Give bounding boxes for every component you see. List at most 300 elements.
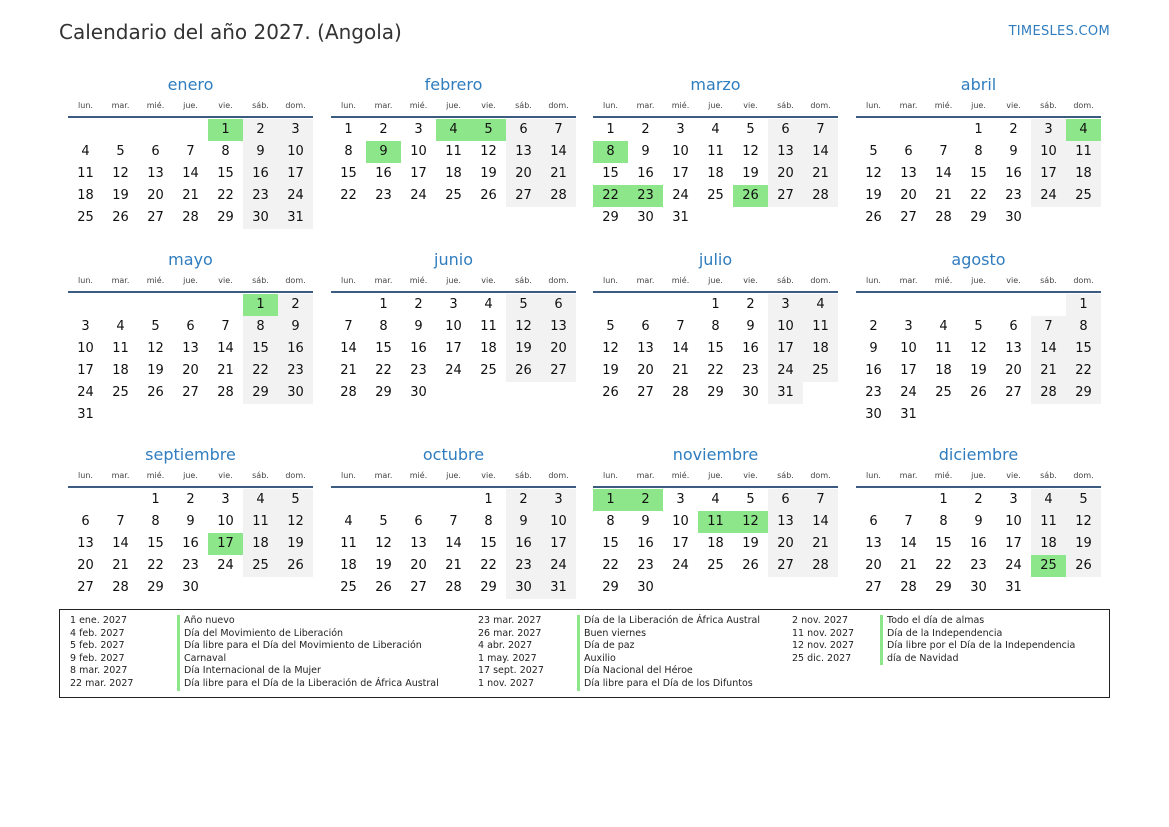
day-cell[interactable]: 21 <box>340 363 357 378</box>
day-cell[interactable]: 8 <box>221 144 230 159</box>
day-cell[interactable]: 5 <box>606 319 615 334</box>
day-cell[interactable]: 28 <box>340 385 357 400</box>
day-cell[interactable]: 22 <box>1066 360 1101 382</box>
day-cell[interactable]: 4 <box>484 297 493 312</box>
day-cell[interactable]: 8 <box>974 144 983 159</box>
day-cell[interactable]: 31 <box>278 207 313 229</box>
day-cell[interactable]: 15 <box>480 536 497 551</box>
day-cell[interactable]: 26 <box>602 385 619 400</box>
day-cell[interactable]: 5 <box>116 144 125 159</box>
day-cell[interactable]: 15 <box>1066 338 1101 360</box>
day-cell[interactable]: 22 <box>602 558 619 573</box>
day-cell[interactable]: 17 <box>77 363 94 378</box>
day-cell[interactable]: 14 <box>1031 338 1066 360</box>
day-cell[interactable]: 12 <box>970 341 987 356</box>
day-cell[interactable]: 28 <box>803 185 838 207</box>
day-cell[interactable]: 24 <box>900 385 917 400</box>
day-cell[interactable]: 6 <box>869 514 878 529</box>
day-cell[interactable]: 16 <box>637 536 654 551</box>
day-cell[interactable]: 3 <box>541 489 576 511</box>
day-cell[interactable]: 5 <box>151 319 160 334</box>
day-cell[interactable]: 21 <box>935 188 952 203</box>
day-cell[interactable]: 27 <box>865 580 882 595</box>
day-cell[interactable]: 26 <box>1066 555 1101 577</box>
day-cell[interactable]: 27 <box>768 555 803 577</box>
day-cell[interactable]: 20 <box>182 363 199 378</box>
day-cell[interactable]: 24 <box>278 185 313 207</box>
day-cell[interactable]: 16 <box>506 533 541 555</box>
day-cell[interactable]: 21 <box>217 363 234 378</box>
day-cell[interactable]: 10 <box>768 316 803 338</box>
day-cell[interactable]: 25 <box>707 188 724 203</box>
site-brand-link[interactable]: TIMESLES.COM <box>1008 24 1110 39</box>
day-cell[interactable]: 4 <box>344 514 353 529</box>
day-cell[interactable]: 22 <box>375 363 392 378</box>
day-cell[interactable]: 6 <box>904 144 913 159</box>
day-cell[interactable]: 2 <box>746 297 755 312</box>
day-cell[interactable]: 9 <box>641 514 650 529</box>
day-cell[interactable]: 15 <box>970 166 987 181</box>
day-cell[interactable]: 8 <box>606 514 615 529</box>
day-cell[interactable]: 31 <box>77 407 94 422</box>
day-cell[interactable]: 2 <box>243 119 278 141</box>
day-cell[interactable]: 28 <box>900 580 917 595</box>
holiday-day-cell[interactable]: 4 <box>436 119 471 141</box>
holiday-day-cell[interactable]: 4 <box>1066 119 1101 141</box>
day-cell[interactable]: 6 <box>541 294 576 316</box>
day-cell[interactable]: 13 <box>768 511 803 533</box>
day-cell[interactable]: 2 <box>869 319 878 334</box>
day-cell[interactable]: 5 <box>746 122 755 137</box>
day-cell[interactable]: 16 <box>637 166 654 181</box>
day-cell[interactable]: 16 <box>1005 166 1022 181</box>
day-cell[interactable]: 27 <box>410 580 427 595</box>
day-cell[interactable]: 28 <box>445 580 462 595</box>
day-cell[interactable]: 18 <box>803 338 838 360</box>
day-cell[interactable]: 5 <box>278 489 313 511</box>
day-cell[interactable]: 13 <box>541 316 576 338</box>
day-cell[interactable]: 16 <box>375 166 392 181</box>
day-cell[interactable]: 18 <box>707 166 724 181</box>
day-cell[interactable]: 7 <box>803 119 838 141</box>
day-cell[interactable]: 15 <box>243 338 278 360</box>
day-cell[interactable]: 6 <box>414 514 423 529</box>
day-cell[interactable]: 30 <box>637 210 654 225</box>
day-cell[interactable]: 13 <box>865 536 882 551</box>
day-cell[interactable]: 20 <box>865 558 882 573</box>
day-cell[interactable]: 15 <box>602 536 619 551</box>
day-cell[interactable]: 21 <box>541 163 576 185</box>
day-cell[interactable]: 4 <box>711 492 720 507</box>
day-cell[interactable]: 10 <box>1031 141 1066 163</box>
day-cell[interactable]: 12 <box>278 511 313 533</box>
day-cell[interactable]: 17 <box>900 363 917 378</box>
day-cell[interactable]: 2 <box>506 489 541 511</box>
day-cell[interactable]: 26 <box>147 385 164 400</box>
day-cell[interactable]: 2 <box>414 297 423 312</box>
day-cell[interactable]: 11 <box>480 319 497 334</box>
day-cell[interactable]: 31 <box>1005 580 1022 595</box>
day-cell[interactable]: 1 <box>974 122 983 137</box>
day-cell[interactable]: 20 <box>147 188 164 203</box>
day-cell[interactable]: 23 <box>278 360 313 382</box>
day-cell[interactable]: 30 <box>506 577 541 599</box>
day-cell[interactable]: 17 <box>410 166 427 181</box>
day-cell[interactable]: 2 <box>1009 122 1018 137</box>
day-cell[interactable]: 9 <box>243 141 278 163</box>
day-cell[interactable]: 27 <box>506 185 541 207</box>
day-cell[interactable]: 17 <box>672 536 689 551</box>
day-cell[interactable]: 11 <box>1031 511 1066 533</box>
day-cell[interactable]: 16 <box>243 163 278 185</box>
day-cell[interactable]: 30 <box>742 385 759 400</box>
day-cell[interactable]: 30 <box>410 385 427 400</box>
day-cell[interactable]: 3 <box>1031 119 1066 141</box>
day-cell[interactable]: 17 <box>672 166 689 181</box>
day-cell[interactable]: 6 <box>768 119 803 141</box>
day-cell[interactable]: 5 <box>869 144 878 159</box>
day-cell[interactable]: 16 <box>410 341 427 356</box>
day-cell[interactable]: 8 <box>151 514 160 529</box>
day-cell[interactable]: 7 <box>1031 316 1066 338</box>
day-cell[interactable]: 15 <box>340 166 357 181</box>
day-cell[interactable]: 5 <box>974 319 983 334</box>
holiday-day-cell[interactable]: 17 <box>208 533 243 555</box>
day-cell[interactable]: 24 <box>768 360 803 382</box>
day-cell[interactable]: 3 <box>81 319 90 334</box>
day-cell[interactable]: 30 <box>278 382 313 404</box>
day-cell[interactable]: 15 <box>935 536 952 551</box>
day-cell[interactable]: 18 <box>1031 533 1066 555</box>
day-cell[interactable]: 11 <box>445 144 462 159</box>
day-cell[interactable]: 19 <box>278 533 313 555</box>
day-cell[interactable]: 23 <box>375 188 392 203</box>
day-cell[interactable]: 6 <box>151 144 160 159</box>
day-cell[interactable]: 25 <box>112 385 129 400</box>
day-cell[interactable]: 5 <box>746 492 755 507</box>
day-cell[interactable]: 11 <box>1066 141 1101 163</box>
day-cell[interactable]: 22 <box>707 363 724 378</box>
holiday-day-cell[interactable]: 1 <box>208 119 243 141</box>
day-cell[interactable]: 30 <box>243 207 278 229</box>
day-cell[interactable]: 7 <box>221 319 230 334</box>
day-cell[interactable]: 22 <box>243 360 278 382</box>
day-cell[interactable]: 12 <box>1066 511 1101 533</box>
day-cell[interactable]: 31 <box>672 210 689 225</box>
day-cell[interactable]: 7 <box>803 489 838 511</box>
day-cell[interactable]: 14 <box>217 341 234 356</box>
day-cell[interactable]: 26 <box>480 188 497 203</box>
day-cell[interactable]: 8 <box>1066 316 1101 338</box>
day-cell[interactable]: 24 <box>672 558 689 573</box>
day-cell[interactable]: 27 <box>900 210 917 225</box>
day-cell[interactable]: 8 <box>484 514 493 529</box>
day-cell[interactable]: 13 <box>410 536 427 551</box>
day-cell[interactable]: 22 <box>147 558 164 573</box>
day-cell[interactable]: 29 <box>970 210 987 225</box>
day-cell[interactable]: 11 <box>77 166 94 181</box>
day-cell[interactable]: 28 <box>182 210 199 225</box>
day-cell[interactable]: 25 <box>707 558 724 573</box>
day-cell[interactable]: 19 <box>970 363 987 378</box>
day-cell[interactable]: 29 <box>217 210 234 225</box>
day-cell[interactable]: 17 <box>768 338 803 360</box>
day-cell[interactable]: 4 <box>81 144 90 159</box>
day-cell[interactable]: 24 <box>445 363 462 378</box>
day-cell[interactable]: 19 <box>112 188 129 203</box>
day-cell[interactable]: 18 <box>77 188 94 203</box>
day-cell[interactable]: 19 <box>147 363 164 378</box>
day-cell[interactable]: 4 <box>939 319 948 334</box>
day-cell[interactable]: 28 <box>217 385 234 400</box>
day-cell[interactable]: 24 <box>1005 558 1022 573</box>
day-cell[interactable]: 20 <box>637 363 654 378</box>
day-cell[interactable]: 29 <box>935 580 952 595</box>
day-cell[interactable]: 23 <box>1005 188 1022 203</box>
day-cell[interactable]: 9 <box>506 511 541 533</box>
day-cell[interactable]: 12 <box>742 144 759 159</box>
day-cell[interactable]: 18 <box>1066 163 1101 185</box>
day-cell[interactable]: 16 <box>970 536 987 551</box>
day-cell[interactable]: 14 <box>445 536 462 551</box>
day-cell[interactable]: 27 <box>637 385 654 400</box>
day-cell[interactable]: 7 <box>904 514 913 529</box>
day-cell[interactable]: 25 <box>340 580 357 595</box>
day-cell[interactable]: 21 <box>1031 360 1066 382</box>
day-cell[interactable]: 14 <box>935 166 952 181</box>
day-cell[interactable]: 12 <box>506 316 541 338</box>
holiday-day-cell[interactable]: 1 <box>243 294 278 316</box>
day-cell[interactable]: 14 <box>340 341 357 356</box>
day-cell[interactable]: 18 <box>112 363 129 378</box>
day-cell[interactable]: 15 <box>602 166 619 181</box>
day-cell[interactable]: 16 <box>865 363 882 378</box>
day-cell[interactable]: 20 <box>410 558 427 573</box>
day-cell[interactable]: 21 <box>112 558 129 573</box>
day-cell[interactable]: 18 <box>707 536 724 551</box>
day-cell[interactable]: 13 <box>768 141 803 163</box>
day-cell[interactable]: 10 <box>217 514 234 529</box>
day-cell[interactable]: 10 <box>278 141 313 163</box>
day-cell[interactable]: 12 <box>602 341 619 356</box>
day-cell[interactable]: 26 <box>742 558 759 573</box>
day-cell[interactable]: 5 <box>1066 489 1101 511</box>
day-cell[interactable]: 13 <box>637 341 654 356</box>
day-cell[interactable]: 1 <box>379 297 388 312</box>
day-cell[interactable]: 4 <box>803 294 838 316</box>
day-cell[interactable]: 19 <box>742 536 759 551</box>
day-cell[interactable]: 12 <box>865 166 882 181</box>
day-cell[interactable]: 9 <box>278 316 313 338</box>
day-cell[interactable]: 22 <box>935 558 952 573</box>
day-cell[interactable]: 1 <box>711 297 720 312</box>
day-cell[interactable]: 3 <box>1009 492 1018 507</box>
day-cell[interactable]: 10 <box>672 144 689 159</box>
day-cell[interactable]: 13 <box>77 536 94 551</box>
day-cell[interactable]: 20 <box>900 188 917 203</box>
day-cell[interactable]: 2 <box>641 122 650 137</box>
day-cell[interactable]: 26 <box>506 360 541 382</box>
day-cell[interactable]: 14 <box>803 511 838 533</box>
holiday-day-cell[interactable]: 9 <box>366 141 401 163</box>
day-cell[interactable]: 24 <box>217 558 234 573</box>
day-cell[interactable]: 28 <box>672 385 689 400</box>
day-cell[interactable]: 23 <box>637 558 654 573</box>
day-cell[interactable]: 17 <box>1031 163 1066 185</box>
holiday-day-cell[interactable]: 1 <box>593 489 628 511</box>
day-cell[interactable]: 29 <box>147 580 164 595</box>
day-cell[interactable]: 3 <box>904 319 913 334</box>
holiday-day-cell[interactable]: 12 <box>733 511 768 533</box>
day-cell[interactable]: 6 <box>1009 319 1018 334</box>
day-cell[interactable]: 22 <box>340 188 357 203</box>
day-cell[interactable]: 9 <box>186 514 195 529</box>
day-cell[interactable]: 3 <box>676 122 685 137</box>
day-cell[interactable]: 27 <box>147 210 164 225</box>
day-cell[interactable]: 6 <box>506 119 541 141</box>
day-cell[interactable]: 23 <box>243 185 278 207</box>
day-cell[interactable]: 26 <box>865 210 882 225</box>
day-cell[interactable]: 22 <box>480 558 497 573</box>
day-cell[interactable]: 15 <box>217 166 234 181</box>
day-cell[interactable]: 22 <box>217 188 234 203</box>
day-cell[interactable]: 16 <box>182 536 199 551</box>
day-cell[interactable]: 7 <box>186 144 195 159</box>
day-cell[interactable]: 9 <box>1009 144 1018 159</box>
day-cell[interactable]: 12 <box>480 144 497 159</box>
day-cell[interactable]: 10 <box>410 144 427 159</box>
day-cell[interactable]: 13 <box>182 341 199 356</box>
day-cell[interactable]: 3 <box>278 119 313 141</box>
day-cell[interactable]: 14 <box>112 536 129 551</box>
day-cell[interactable]: 27 <box>1005 385 1022 400</box>
day-cell[interactable]: 19 <box>506 338 541 360</box>
day-cell[interactable]: 23 <box>742 363 759 378</box>
day-cell[interactable]: 6 <box>186 319 195 334</box>
day-cell[interactable]: 11 <box>340 536 357 551</box>
day-cell[interactable]: 7 <box>676 319 685 334</box>
day-cell[interactable]: 20 <box>768 533 803 555</box>
day-cell[interactable]: 27 <box>768 185 803 207</box>
day-cell[interactable]: 11 <box>935 341 952 356</box>
day-cell[interactable]: 26 <box>375 580 392 595</box>
day-cell[interactable]: 21 <box>445 558 462 573</box>
day-cell[interactable]: 30 <box>637 580 654 595</box>
day-cell[interactable]: 19 <box>1066 533 1101 555</box>
day-cell[interactable]: 23 <box>410 363 427 378</box>
day-cell[interactable]: 17 <box>278 163 313 185</box>
day-cell[interactable]: 13 <box>1005 341 1022 356</box>
day-cell[interactable]: 3 <box>449 297 458 312</box>
day-cell[interactable]: 16 <box>278 338 313 360</box>
day-cell[interactable]: 1 <box>606 122 615 137</box>
day-cell[interactable]: 3 <box>676 492 685 507</box>
day-cell[interactable]: 14 <box>672 341 689 356</box>
day-cell[interactable]: 8 <box>939 514 948 529</box>
day-cell[interactable]: 20 <box>77 558 94 573</box>
day-cell[interactable]: 8 <box>243 316 278 338</box>
day-cell[interactable]: 24 <box>410 188 427 203</box>
day-cell[interactable]: 6 <box>768 489 803 511</box>
day-cell[interactable]: 7 <box>541 119 576 141</box>
day-cell[interactable]: 22 <box>970 188 987 203</box>
day-cell[interactable]: 25 <box>445 188 462 203</box>
day-cell[interactable]: 29 <box>602 210 619 225</box>
day-cell[interactable]: 15 <box>375 341 392 356</box>
day-cell[interactable]: 14 <box>182 166 199 181</box>
day-cell[interactable]: 25 <box>1066 185 1101 207</box>
day-cell[interactable]: 18 <box>243 533 278 555</box>
day-cell[interactable]: 20 <box>1005 363 1022 378</box>
day-cell[interactable]: 13 <box>147 166 164 181</box>
day-cell[interactable]: 30 <box>970 580 987 595</box>
day-cell[interactable]: 30 <box>182 580 199 595</box>
day-cell[interactable]: 4 <box>711 122 720 137</box>
day-cell[interactable]: 18 <box>935 363 952 378</box>
day-cell[interactable]: 15 <box>147 536 164 551</box>
day-cell[interactable]: 1 <box>939 492 948 507</box>
day-cell[interactable]: 21 <box>182 188 199 203</box>
day-cell[interactable]: 24 <box>672 188 689 203</box>
day-cell[interactable]: 10 <box>672 514 689 529</box>
day-cell[interactable]: 30 <box>1005 210 1022 225</box>
day-cell[interactable]: 28 <box>935 210 952 225</box>
day-cell[interactable]: 24 <box>541 555 576 577</box>
holiday-day-cell[interactable]: 8 <box>593 141 628 163</box>
day-cell[interactable]: 1 <box>344 122 353 137</box>
holiday-day-cell[interactable]: 23 <box>628 185 663 207</box>
day-cell[interactable]: 10 <box>77 341 94 356</box>
day-cell[interactable]: 1 <box>484 492 493 507</box>
day-cell[interactable]: 23 <box>970 558 987 573</box>
day-cell[interactable]: 25 <box>480 363 497 378</box>
day-cell[interactable]: 27 <box>182 385 199 400</box>
day-cell[interactable]: 21 <box>803 533 838 555</box>
day-cell[interactable]: 9 <box>414 319 423 334</box>
day-cell[interactable]: 26 <box>278 555 313 577</box>
day-cell[interactable]: 21 <box>803 163 838 185</box>
day-cell[interactable]: 17 <box>541 533 576 555</box>
day-cell[interactable]: 17 <box>445 341 462 356</box>
day-cell[interactable]: 19 <box>742 166 759 181</box>
day-cell[interactable]: 4 <box>116 319 125 334</box>
day-cell[interactable]: 9 <box>641 144 650 159</box>
day-cell[interactable]: 26 <box>970 385 987 400</box>
day-cell[interactable]: 27 <box>541 360 576 382</box>
day-cell[interactable]: 14 <box>900 536 917 551</box>
day-cell[interactable]: 11 <box>243 511 278 533</box>
day-cell[interactable]: 31 <box>541 577 576 599</box>
day-cell[interactable]: 20 <box>768 163 803 185</box>
day-cell[interactable]: 29 <box>602 580 619 595</box>
day-cell[interactable]: 14 <box>541 141 576 163</box>
day-cell[interactable]: 1 <box>1066 294 1101 316</box>
day-cell[interactable]: 25 <box>243 555 278 577</box>
day-cell[interactable]: 19 <box>602 363 619 378</box>
day-cell[interactable]: 10 <box>445 319 462 334</box>
holiday-day-cell[interactable]: 26 <box>733 185 768 207</box>
day-cell[interactable]: 19 <box>375 558 392 573</box>
day-cell[interactable]: 19 <box>865 188 882 203</box>
day-cell[interactable]: 21 <box>672 363 689 378</box>
day-cell[interactable]: 28 <box>803 555 838 577</box>
day-cell[interactable]: 25 <box>935 385 952 400</box>
day-cell[interactable]: 23 <box>182 558 199 573</box>
day-cell[interactable]: 28 <box>112 580 129 595</box>
holiday-day-cell[interactable]: 22 <box>593 185 628 207</box>
day-cell[interactable]: 5 <box>506 294 541 316</box>
day-cell[interactable]: 7 <box>449 514 458 529</box>
